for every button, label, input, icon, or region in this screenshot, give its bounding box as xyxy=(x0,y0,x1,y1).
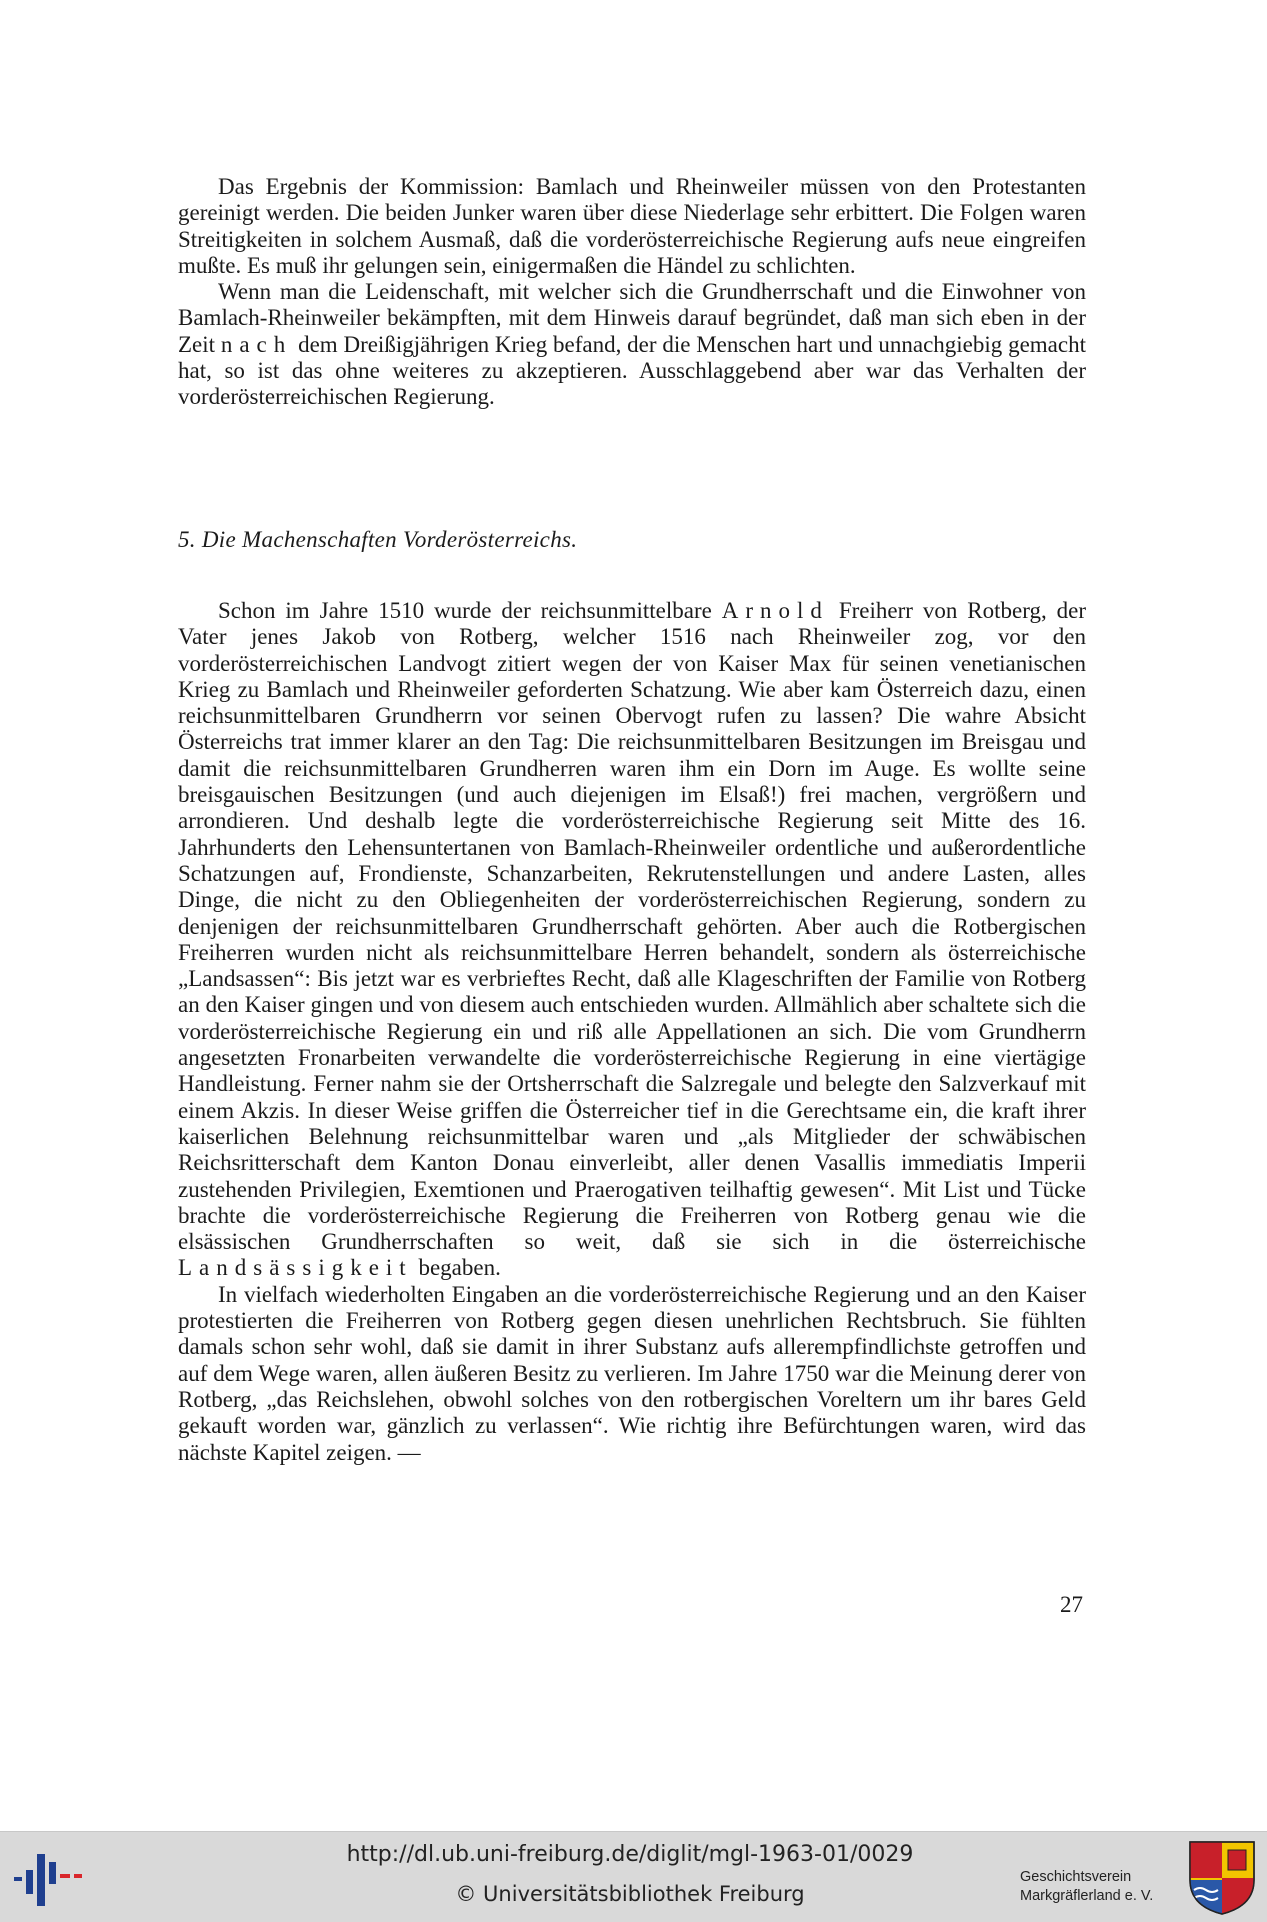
spaced-word-nach: nach xyxy=(220,331,293,357)
footer-bar xyxy=(0,1831,1267,1922)
society-name xyxy=(1020,1868,1180,1906)
paragraph-3-part-c: begaben. xyxy=(418,1255,501,1281)
society-name-line2: Markgräflerland e. V. xyxy=(1020,1888,1154,1904)
paragraph-3-part-a: Schon im Jahre 1510 wurde der reichsunmittelbare xyxy=(218,598,712,623)
paragraph-2-part-b: dem Dreißigjährigen Krieg befand, der die Menschen hart und unnachgiebig gemacht hat, so ist das ohne weiteres zu akzeptieren. Ausschlaggebend aber war das Verhalten der vorderösterreichischen Regierung. xyxy=(178,331,1086,410)
section-heading: 5. Die Machenschaften Vorderösterreichs. xyxy=(178,527,578,552)
paragraph-2 xyxy=(178,279,1086,410)
paragraph-4: In vielfach wiederholten Eingaben an die vorderösterreichische Regierung und an den Kaiser protestierten die Freiherren von Rotberg gegen diesen unehrlichen Rechtsbruch. Sie fühlten damals schon sehr wohl, daß sie damit in ihrer Substanz aufs allerempfindlichste getroffen und auf dem Wege waren, allen äußeren Besitz zu verlieren. Im Jahre 1750 war die Meinung derer von Rotberg, „das Reichslehen, obwohl solches von den rotbergischen Voreltern um ihr bares Geld gekauft worden war, gänzlich zu verlassen“. Wie richtig ihre Befürchtungen waren, wird das nächste Kapitel zeigen. — xyxy=(178,1281,1086,1465)
society-name-line1: Geschichtsverein xyxy=(1020,1869,1132,1885)
paragraph-1: Das Ergebnis der Kommission: Bamlach und Rheinweiler müssen von den Protestanten gereinigt werden. Die beiden Junker waren über diese Niederlage sehr erbittert. Die Folgen waren Streitigkeiten in solchem Ausmaß, daß die vorderösterreichische Regierung aufs neue eingreifen mußte. Es muß ihr gelungen sein, einigermaßen die Händel zu schlichten. xyxy=(178,174,1086,278)
paragraph-2-part-a: Wenn man die Leidenschaft, mit welcher sich die Grundherrschaft und die Einwohner von Bamlach-Rheinweiler bekämpften, mit dem Hinweis darauf begründet, daß man sich eben in der Zeit xyxy=(178,279,1086,357)
footer-copyright: © Universitätsbibliothek Freiburg xyxy=(455,1882,805,1906)
coat-of-arms-icon xyxy=(1188,1840,1256,1916)
spaced-word-landsaessigkeit: Landsässigkeit xyxy=(178,1255,413,1281)
page-number: 27 xyxy=(1060,1592,1083,1617)
text-block-top xyxy=(178,174,1086,411)
footer-url-link[interactable]: http://dl.ub.uni-freiburg.de/diglit/mgl-1963-01/0029 xyxy=(346,1842,914,1867)
text-block-main xyxy=(178,598,1086,1466)
spaced-word-arnold: Arnold xyxy=(721,598,829,623)
ub-freiburg-logo-icon xyxy=(10,1840,90,1910)
paragraph-3-part-b: Freiherr von Rotberg, der Vater jenes Jakob von Rotberg, welcher 1516 nach Rheinweiler zog, vor den vorderösterreichischen Landvogt zitiert wegen der von Kaiser Max für seinen venetianischen Krieg zu Bamlach und Rheinweiler geforderten Schatzung. Wie aber kam Österreich dazu, einen reichsunmittelbaren Grundherrn vor seinen Obervogt rufen zu lassen? Die wahre Absicht Österreichs trat immer klarer an den Tag: Die reichsunmittelbaren Besitzungen im Breisgau und damit die reichsunmittelbaren Grundherren waren ihm ein Dorn im Auge. Es wollte seine breisgauischen Besitzungen (und auch diejenigen im Elsaß!) frei machen, vergrößern und arrondieren. Und deshalb legte die vorderösterreichische Regierung seit Mitte des 16. Jahrhunderts den Lehensuntertanen von Bamlach-Rheinweiler ordentliche und außerordentliche Schatzungen auf, Frondienste, Schanzarbeiten, Rekrutenstellungen und andere Lasten, alles Dinge, die nicht zu den Obliegenheiten der vorderösterreichischen Regierung, sondern zu denjenigen der reichsunmittelbaren Grundherrschaft gehörten. Aber auch die Rotbergischen Freiherren wurden nicht als reichsunmittelbare Herren behandelt, sondern als österreichische „Landsassen“: Bis jetzt war es verbrieftes Recht, daß alle Klageschriften der Familie von Rotberg an den Kaiser gingen und von diesem auch entschieden wurden. Allmählich aber schaltete sich die vorderösterreichische Regierung ein und riß alle Appellationen an sich. Die vom Grundherrn angesetzten Fronarbeiten verwandelte die vorderösterreichische Regierung in eine viertägige Handleistung. Ferner nahm sie der Ortsherrschaft die Salzregale und belegte den Salzverkauf mit einem Akzis. In dieser Weise griffen die Österreicher tief in die Gerechtsame ein, die kraft ihrer kaiserlichen Belehnung reichsunmittelbar waren und „als Mitglieder der schwäbischen Reichsritterschaft dem Kanton Donau einverleibt, aller denen Vasallis immediatis Imperii zustehenden Privilegien, Exemtionen und Praerogativen teilhaftig gewesen“. Mit List und Tücke brachte die vorderösterreichische Regierung die Freiherren von Rotberg genau wie die elsässischen Grundherrschaften so weit, daß sie sich in die österreichische xyxy=(178,598,1086,1255)
paragraph-3 xyxy=(178,598,1086,1282)
